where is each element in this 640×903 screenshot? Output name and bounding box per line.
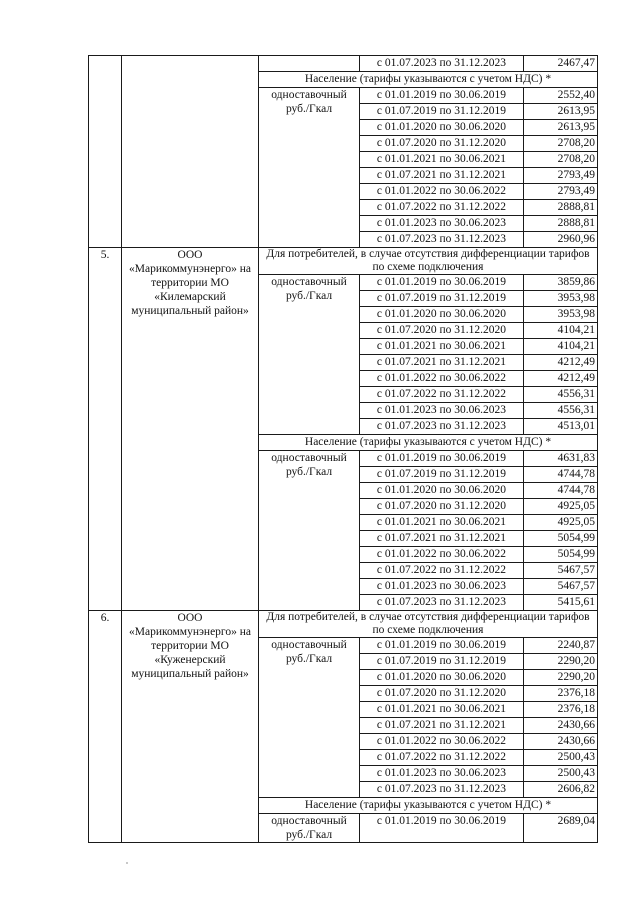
tariff-type: одноставочный [271,89,347,101]
section-header-row [89,248,598,275]
tariff-value: 2290,20 [524,670,598,686]
tariff-period: с 01.07.2021 по 31.12.2021 [360,168,524,184]
tariff-period: с 01.07.2023 по 31.12.2023 [360,232,524,248]
row-number [89,56,122,248]
section-header-row [89,611,598,638]
tariff-value: 5054,99 [524,547,598,563]
tariff-period: с 01.07.2019 по 31.12.2019 [360,467,524,483]
tariff-value: 2793,49 [524,168,598,184]
row-number: 6. [89,611,122,843]
tariff-value: 2888,81 [524,216,598,232]
section-title: Для потребителей, в случае отсутствия дифференциации тарифов по схеме подключения [259,248,598,275]
tariff-type-cell [259,638,360,798]
tariff-value: 4104,21 [524,339,598,355]
tariff-period: с 01.07.2022 по 31.12.2022 [360,563,524,579]
tariff-value: 3953,98 [524,291,598,307]
tariff-value: 2430,66 [524,734,598,750]
tariff-type: одноставочный [271,639,347,651]
tariff-value: 5415,61 [524,595,598,611]
tariff-type-cell [259,451,360,611]
tariff-period: с 01.01.2019 по 30.06.2019 [360,451,524,467]
tariff-value: 4631,83 [524,451,598,467]
tariff-period: с 01.01.2023 по 30.06.2023 [360,766,524,782]
tariff-value: 2376,18 [524,686,598,702]
tariff-unit: руб./Гкал [285,103,333,115]
tariff-value: 5467,57 [524,563,598,579]
tariff-period: с 01.01.2022 по 30.06.2022 [360,184,524,200]
tariff-value: 5467,57 [524,579,598,595]
tariff-value: 4925,05 [524,515,598,531]
section-title: Население (тарифы указываются с учетом НДС) * [259,435,598,451]
tariff-value: 4513,01 [524,419,598,435]
tariff-value: 4556,31 [524,387,598,403]
tariff-value: 2960,96 [524,232,598,248]
tariff-value: 5054,99 [524,531,598,547]
tariff-period: с 01.01.2021 по 30.06.2021 [360,515,524,531]
tariff-type: одноставочный [271,276,347,288]
tariff-value: 2552,40 [524,88,598,104]
tariff-period: с 01.01.2023 по 30.06.2023 [360,579,524,595]
tariff-type-cell [259,88,360,248]
tariff-period: с 01.07.2021 по 31.12.2021 [360,718,524,734]
tariff-value: 4925,05 [524,499,598,515]
tariff-period: с 01.01.2019 по 30.06.2019 [360,88,524,104]
tariff-period: с 01.07.2023 по 31.12.2023 [360,419,524,435]
tariff-value: 4744,78 [524,467,598,483]
tariff-type: одноставочный [271,815,347,827]
tariff-type: одноставочный [271,452,347,464]
organization-name: ООО «Марикоммунэнерго» на территории МО «Килемарский муниципальный район» [122,248,259,611]
tariff-period: с 01.01.2020 по 30.06.2020 [360,670,524,686]
tariff-unit: руб./Гкал [285,466,333,478]
tariff-type-cell [259,56,360,72]
tariff-period: с 01.07.2020 по 31.12.2020 [360,136,524,152]
section-title: Население (тарифы указываются с учетом НДС) * [259,72,598,88]
tariff-period: с 01.01.2021 по 30.06.2021 [360,339,524,355]
tariff-period: с 01.07.2022 по 31.12.2022 [360,200,524,216]
tariff-period: с 01.01.2023 по 30.06.2023 [360,216,524,232]
tariff-period: с 01.01.2022 по 30.06.2022 [360,734,524,750]
tariff-period: с 01.07.2020 по 31.12.2020 [360,686,524,702]
tariff-period: с 01.07.2023 по 31.12.2023 [360,56,524,72]
tariff-period: с 01.01.2019 по 30.06.2019 [360,638,524,654]
tariff-period: с 01.07.2021 по 31.12.2021 [360,355,524,371]
tariff-value: 2606,82 [524,782,598,798]
tariff-period: с 01.07.2023 по 31.12.2023 [360,782,524,798]
tariff-unit: руб./Гкал [285,653,333,665]
row-number: 5. [89,248,122,611]
tariff-value: 2888,81 [524,200,598,216]
tariff-value: 2689,04 [524,814,598,843]
tariff-value: 3859,86 [524,275,598,291]
tariff-value: 2613,95 [524,104,598,120]
tariff-value: 4104,21 [524,323,598,339]
tariff-period: с 01.07.2020 по 31.12.2020 [360,323,524,339]
tariff-period: с 01.01.2020 по 30.06.2020 [360,307,524,323]
organization-name [122,56,259,248]
tariff-table [88,55,598,843]
tariff-period: с 01.07.2022 по 31.12.2022 [360,387,524,403]
tariff-period: с 01.07.2019 по 31.12.2019 [360,104,524,120]
tariff-unit: руб./Гкал [285,290,333,302]
tariff-value: 2500,43 [524,766,598,782]
tariff-period: с 01.01.2020 по 30.06.2020 [360,120,524,136]
tariff-value: 3953,98 [524,307,598,323]
tariff-period: с 01.01.2023 по 30.06.2023 [360,403,524,419]
section-title: Для потребителей, в случае отсутствия дифференциации тарифов по схеме подключения [259,611,598,638]
tariff-period: с 01.07.2020 по 31.12.2020 [360,499,524,515]
tariff-period: с 01.01.2022 по 30.06.2022 [360,547,524,563]
scan-speck [126,862,128,864]
tariff-period: с 01.01.2021 по 30.06.2021 [360,152,524,168]
tariff-type-cell [259,814,360,843]
tariff-value: 2240,87 [524,638,598,654]
tariff-value: 2290,20 [524,654,598,670]
tariff-period: с 01.07.2019 по 31.12.2019 [360,654,524,670]
tariff-value: 2708,20 [524,136,598,152]
tariff-value: 2430,66 [524,718,598,734]
tariff-value: 4212,49 [524,371,598,387]
organization-name: ООО «Марикоммунэнерго» на территории МО «Куженерский муниципальный район» [122,611,259,843]
tariff-value: 2613,95 [524,120,598,136]
tariff-type-cell [259,275,360,435]
tariff-value: 4744,78 [524,483,598,499]
tariff-value: 4556,31 [524,403,598,419]
tariff-value: 2467,47 [524,56,598,72]
tariff-period: с 01.01.2019 по 30.06.2019 [360,814,524,843]
tariff-value: 2708,20 [524,152,598,168]
tariff-unit: руб./Гкал [285,829,333,841]
tariff-period: с 01.01.2019 по 30.06.2019 [360,275,524,291]
tariff-period: с 01.07.2019 по 31.12.2019 [360,291,524,307]
tariff-period: с 01.07.2022 по 31.12.2022 [360,750,524,766]
tariff-period: с 01.07.2023 по 31.12.2023 [360,595,524,611]
tariff-value: 4212,49 [524,355,598,371]
tariff-value: 2793,49 [524,184,598,200]
tariff-table-body [89,56,598,843]
tariff-row [89,56,598,72]
tariff-value: 2376,18 [524,702,598,718]
tariff-period: с 01.01.2020 по 30.06.2020 [360,483,524,499]
tariff-value: 2500,43 [524,750,598,766]
tariff-period: с 01.01.2021 по 30.06.2021 [360,702,524,718]
section-title: Население (тарифы указываются с учетом НДС) * [259,798,598,814]
tariff-period: с 01.01.2022 по 30.06.2022 [360,371,524,387]
tariff-period: с 01.07.2021 по 31.12.2021 [360,531,524,547]
